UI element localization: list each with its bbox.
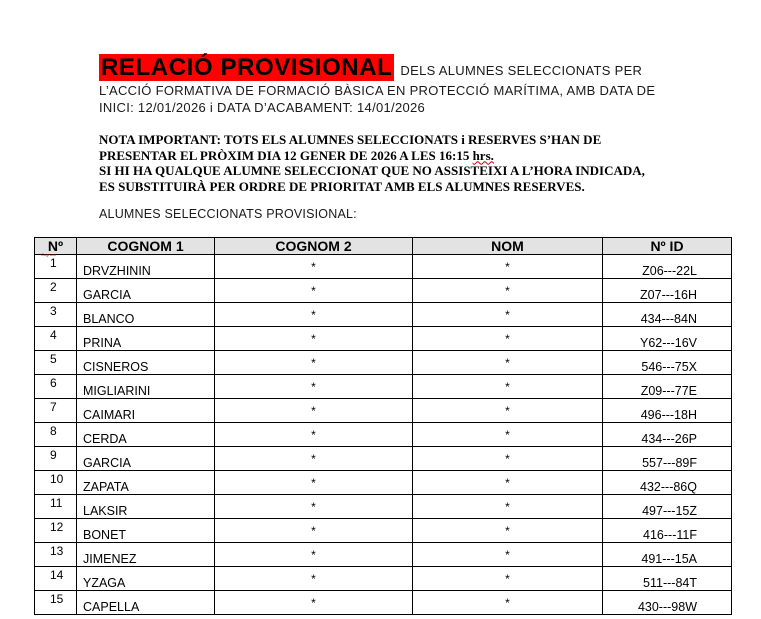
header-nom: NOM bbox=[413, 238, 603, 255]
spellcheck-flagged-word: hrs. bbox=[472, 147, 494, 163]
cognom1-cell: MIGLIARINI bbox=[77, 375, 215, 399]
nom-cell: * bbox=[413, 447, 603, 471]
row-number: 4 bbox=[35, 327, 77, 351]
row-number: 1 bbox=[35, 255, 77, 279]
cognom1-cell: GARCIA bbox=[77, 447, 215, 471]
cognom2-cell: * bbox=[215, 447, 413, 471]
row-number: 9 bbox=[35, 447, 77, 471]
id-cell: 416---11F bbox=[603, 519, 732, 543]
note-line-3: SI HI HA QUALQUE ALUMNE SELECCIONAT QUE NO ASSISTEIXI A L’HORA INDICADA, bbox=[99, 163, 645, 178]
cognom1-cell: CAIMARI bbox=[77, 399, 215, 423]
row-number: 12 bbox=[35, 519, 77, 543]
id-cell: 546---75X bbox=[603, 351, 732, 375]
row-number: 11 bbox=[35, 495, 77, 519]
row-number: 3 bbox=[35, 303, 77, 327]
table-header-row bbox=[35, 238, 732, 255]
nom-cell: * bbox=[413, 255, 603, 279]
id-cell: 511---84T bbox=[603, 567, 732, 591]
nom-cell: * bbox=[413, 423, 603, 447]
header-id: Nº ID bbox=[603, 238, 732, 255]
header-number bbox=[35, 238, 77, 255]
nom-cell: * bbox=[413, 303, 603, 327]
header-cognom2: COGNOM 2 bbox=[215, 238, 413, 255]
table-row bbox=[35, 375, 732, 399]
cognom2-cell: * bbox=[215, 327, 413, 351]
id-cell: Y62---16V bbox=[603, 327, 732, 351]
id-cell: 434---26P bbox=[603, 423, 732, 447]
table-row bbox=[35, 447, 732, 471]
id-cell: 491---15A bbox=[603, 543, 732, 567]
row-number: 10 bbox=[35, 471, 77, 495]
nom-cell: * bbox=[413, 543, 603, 567]
table-row bbox=[35, 519, 732, 543]
table-row bbox=[35, 495, 732, 519]
header-cognom1: COGNOM 1 bbox=[77, 238, 215, 255]
cognom2-cell: * bbox=[215, 567, 413, 591]
document-heading bbox=[99, 54, 659, 116]
note-label: NOTA IMPORTANT: bbox=[99, 132, 221, 147]
table-row bbox=[35, 327, 732, 351]
id-cell: Z06---22L bbox=[603, 255, 732, 279]
row-number: 15 bbox=[35, 591, 77, 615]
nom-cell: * bbox=[413, 327, 603, 351]
header-number-annotation: Cognom bbox=[41, 252, 57, 257]
header-number-label: Nº bbox=[47, 238, 64, 254]
row-number: 6 bbox=[35, 375, 77, 399]
nom-cell: * bbox=[413, 519, 603, 543]
note-line-4: ES SUBSTITUIRÀ PER ORDRE DE PRIORITAT AMB ELS ALUMNES RESERVES. bbox=[99, 178, 585, 194]
note-text-2: PRESENTAR EL PRÒXIM DIA 12 GENER DE 2026 A LES 16:15 bbox=[99, 147, 470, 163]
row-number: 2 bbox=[35, 279, 77, 303]
cognom2-cell: * bbox=[215, 399, 413, 423]
nom-cell: * bbox=[413, 279, 603, 303]
cognom2-cell: * bbox=[215, 471, 413, 495]
id-cell: 497---15Z bbox=[603, 495, 732, 519]
document-title: RELACIÓ PROVISIONAL bbox=[101, 54, 393, 81]
id-cell: 434---84N bbox=[603, 303, 732, 327]
cognom1-cell: CISNEROS bbox=[77, 351, 215, 375]
nom-cell: * bbox=[413, 567, 603, 591]
note-line-1 bbox=[99, 132, 699, 148]
cognom2-cell: * bbox=[215, 543, 413, 567]
table-row bbox=[35, 591, 732, 615]
cognom1-cell: DRVZHININ bbox=[77, 255, 215, 279]
nom-cell: * bbox=[413, 471, 603, 495]
row-number: 13 bbox=[35, 543, 77, 567]
cognom2-cell: * bbox=[215, 591, 413, 615]
cognom1-cell: JIMENEZ bbox=[77, 543, 215, 567]
cognom1-cell: LAKSIR bbox=[77, 495, 215, 519]
row-number: 14 bbox=[35, 567, 77, 591]
cognom2-cell: * bbox=[215, 255, 413, 279]
id-cell: 430---98W bbox=[603, 591, 732, 615]
cognom1-cell: BONET bbox=[77, 519, 215, 543]
cognom2-cell: * bbox=[215, 423, 413, 447]
id-cell: Z09---77E bbox=[603, 375, 732, 399]
cognom2-cell: * bbox=[215, 303, 413, 327]
cognom1-cell: PRINA bbox=[77, 327, 215, 351]
row-number: 8 bbox=[35, 423, 77, 447]
id-cell: 557---89F bbox=[603, 447, 732, 471]
row-number: 5 bbox=[35, 351, 77, 375]
table-row bbox=[35, 279, 732, 303]
table-row bbox=[35, 255, 732, 279]
table-row bbox=[35, 351, 732, 375]
cognom1-cell: YZAGA bbox=[77, 567, 215, 591]
note-line-2 bbox=[99, 148, 699, 164]
cognom1-cell: CERDA bbox=[77, 423, 215, 447]
note-text-1: TOTS ELS ALUMNES SELECCIONATS i RESERVES S’HAN DE bbox=[223, 132, 602, 147]
table-row bbox=[35, 471, 732, 495]
cognom1-cell: CAPELLA bbox=[77, 591, 215, 615]
nom-cell: * bbox=[413, 495, 603, 519]
section-subtitle: ALUMNES SELECCIONATS PROVISIONAL: bbox=[99, 207, 357, 221]
document-heading-text: DELS ALUMNES SELECCIONATS PER L’ACCIÓ FORMATIVA DE FORMACIÓ BÀSICA EN PROTECCIÓ MARÍTIMA, AMB DATA DE INICI: 12/01/2026 i DATA D’ACABAMENT: 14/01/2026 bbox=[99, 63, 656, 115]
cognom2-cell: * bbox=[215, 279, 413, 303]
table-row bbox=[35, 567, 732, 591]
cognom1-cell: ZAPATA bbox=[77, 471, 215, 495]
important-note bbox=[99, 132, 699, 194]
students-table bbox=[34, 237, 732, 615]
row-number: 7 bbox=[35, 399, 77, 423]
nom-cell: * bbox=[413, 375, 603, 399]
nom-cell: * bbox=[413, 591, 603, 615]
table-row bbox=[35, 303, 732, 327]
table-row bbox=[35, 423, 732, 447]
id-cell: 432---86Q bbox=[603, 471, 732, 495]
cognom2-cell: * bbox=[215, 519, 413, 543]
id-cell: Z07---16H bbox=[603, 279, 732, 303]
nom-cell: * bbox=[413, 351, 603, 375]
table-row bbox=[35, 543, 732, 567]
cognom1-cell: GARCIA bbox=[77, 279, 215, 303]
cognom2-cell: * bbox=[215, 495, 413, 519]
table-row bbox=[35, 399, 732, 423]
id-cell: 496---18H bbox=[603, 399, 732, 423]
cognom2-cell: * bbox=[215, 375, 413, 399]
cognom1-cell: BLANCO bbox=[77, 303, 215, 327]
cognom2-cell: * bbox=[215, 351, 413, 375]
nom-cell: * bbox=[413, 399, 603, 423]
